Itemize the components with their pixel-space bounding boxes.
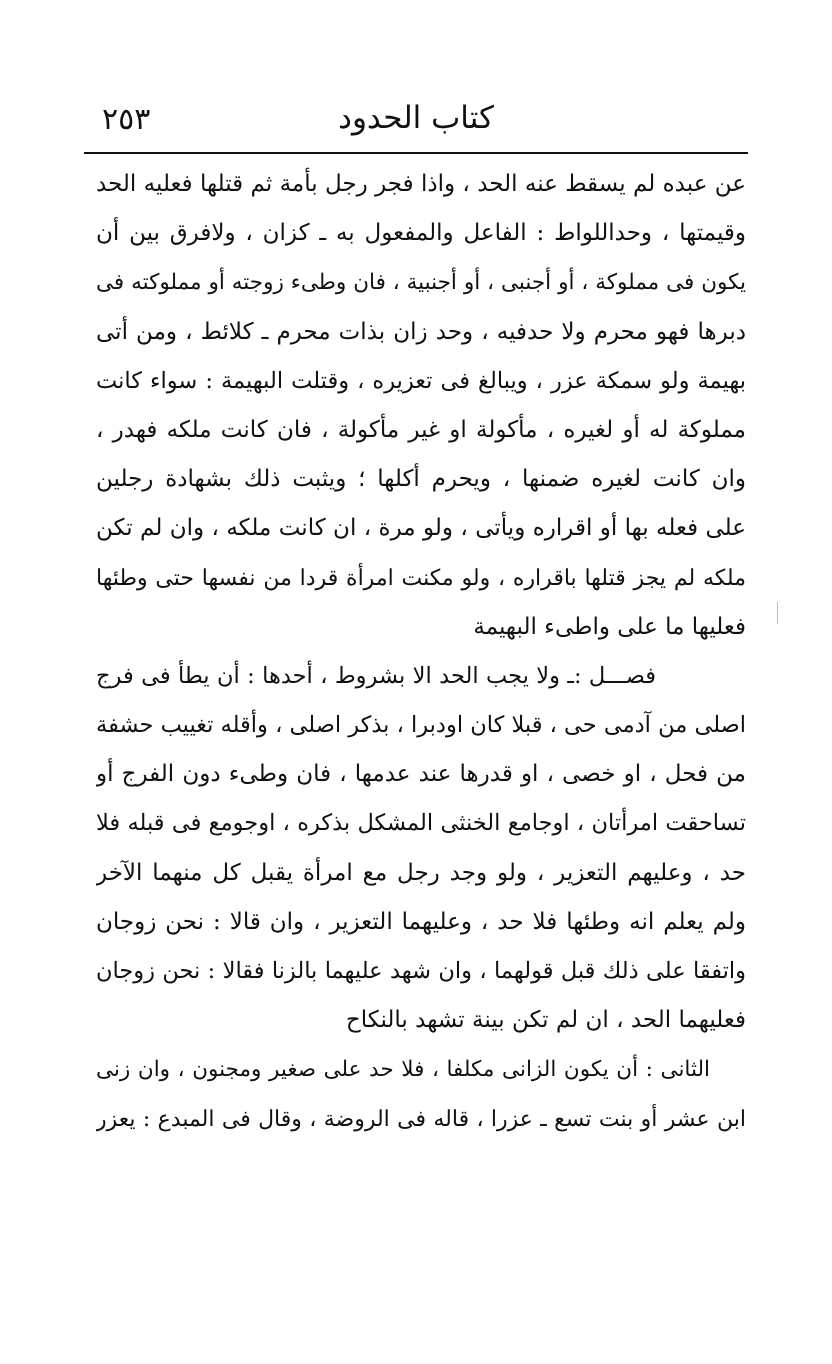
text-line: على فعله بها أو اقراره ويأتى ، ولو مرة ، ان كانت ملكه ، وان لم تكن: [96, 515, 746, 542]
text-line: بهيمة ولو سمكة عزر ، ويبالغ فى تعزيره ، وقتلت البهيمة : سواء كانت: [96, 367, 746, 394]
running-title: كتاب الحدود: [338, 100, 494, 136]
text-line: الثانى : أن يكون الزانى مكلفا ، فلا حد على صغير ومجنون ، وان زنى: [96, 1057, 710, 1083]
text-line: فعليها ما على واطىء البهيمة: [473, 613, 746, 640]
text-line: يكون فى مملوكة ، أو أجنبى ، أو أجنبية ، فان وطىء زوجته أو مملوكته فى: [96, 270, 746, 296]
text-line: ولم يعلم انه وطئها فلا حد ، وعليهما التعزير ، وان قالا : نحن زوجان: [96, 908, 746, 935]
header-rule: [84, 152, 748, 154]
text-line: عن عبده لم يسقط عنه الحد ، واذا فجر رجل بأمة ثم قتلها فعليه الحد: [96, 171, 746, 197]
text-line: ابن عشر أو بنت تسع ـ عزرا ، قاله فى الروضة ، وقال فى المبدع : يعزر: [96, 1106, 746, 1132]
text-line: دبرها فهو محرم ولا حدفيه ، وحد زان بذات محرم ـ كلائط ، ومن أتى: [96, 318, 746, 345]
margin-mark: [777, 602, 778, 624]
text-line: مملوكة له أو لغيره ، مأكولة او غير مأكولة ، فان كانت ملكه فهدر ،: [96, 416, 746, 443]
text-line: وقيمتها ، وحداللواط : الفاعل والمفعول به ـ كزان ، ولافرق بين أن: [96, 220, 746, 247]
section-heading-line: فصـــل :ـ ولا يجب الحد الا بشروط ، أحدها : أن يطأ فى فرج: [96, 662, 656, 689]
page-number: ٢٥٣: [102, 102, 151, 137]
text-line: ملكه لم يجز قتلها باقراره ، ولو مكنت امرأة قردا من نفسها حتى وطئها: [96, 565, 746, 591]
body-text: [96, 160, 746, 1144]
text-line: حد ، وعليهم التعزير ، ولو وجد رجل مع امرأة يقبل كل منهما الآخر: [96, 859, 746, 886]
text-line: من فحل ، او خصى ، او قدرها عند عدمها ، فان وطىء دون الفرج أو: [96, 761, 746, 788]
text-line: تساحقت امرأتان ، اوجامع الخنثى المشكل بذكره ، اوجومع فى قبله فلا: [96, 810, 746, 837]
page-header: [88, 96, 744, 150]
text-line: وان كانت لغيره ضمنها ، ويحرم أكلها ؛ ويثبت ذلك بشهادة رجلين: [96, 466, 746, 493]
text-line: اصلى من آدمى حى ، قبلا كان اودبرا ، بذكر اصلى ، وأقله تغييب حشفة: [96, 712, 746, 739]
text-line: واتفقا على ذلك قبل قولهما ، وان شهد عليهما بالزنا فقالا : نحن زوجان: [96, 958, 746, 984]
text-line: فعليهما الحد ، ان لم تكن بينة تشهد بالنكاح: [345, 1007, 746, 1034]
